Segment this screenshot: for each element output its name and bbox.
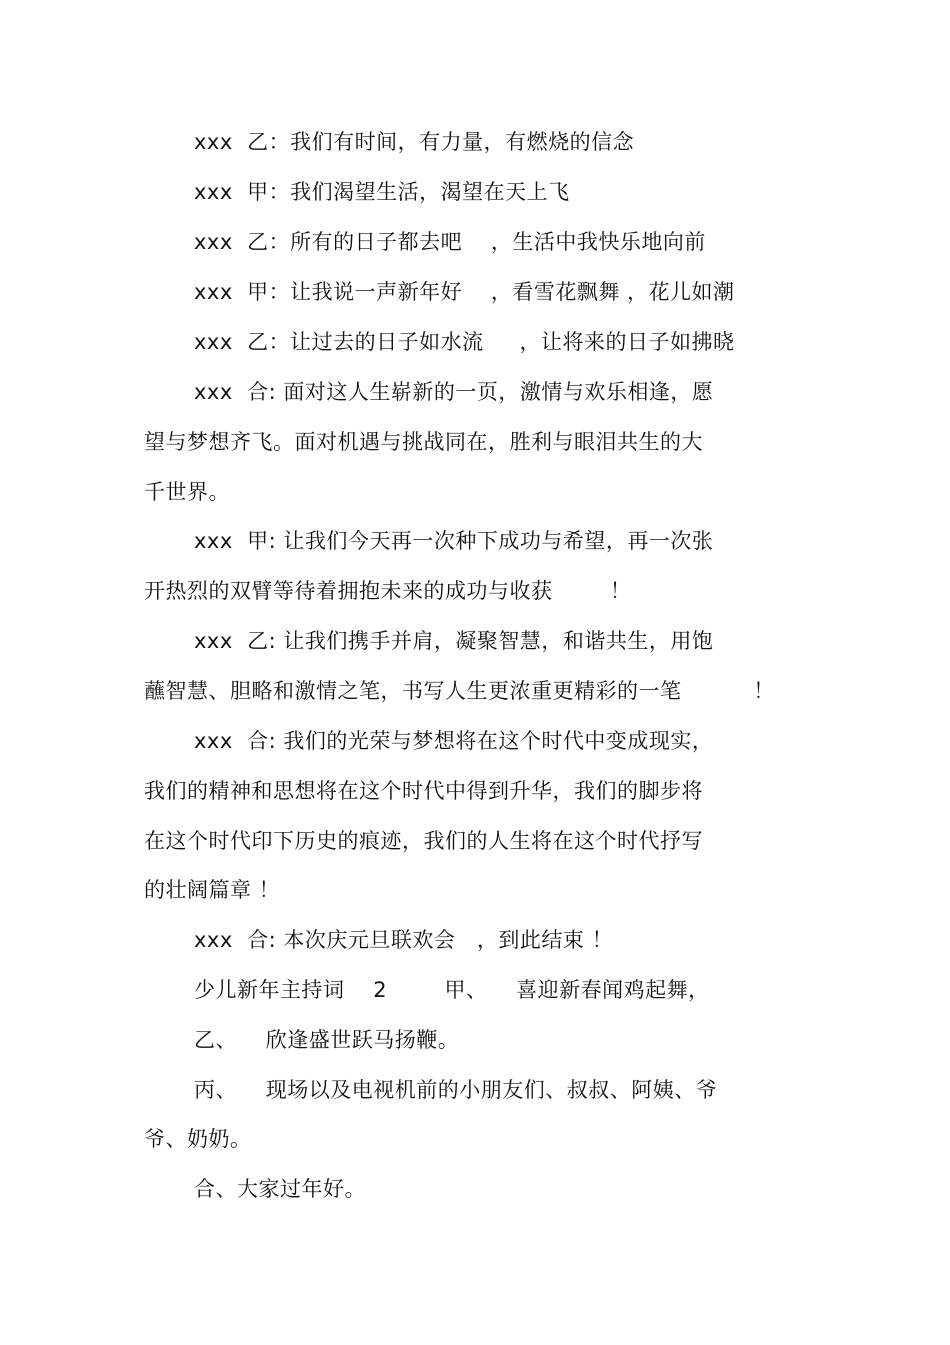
script-line: xxx 乙：我们有时间，有力量，有燃烧的信念 bbox=[194, 130, 635, 154]
script-line: 丙、 现场以及电视机前的小朋友们、叔叔、阿姨、爷 bbox=[194, 1078, 718, 1102]
script-line: xxx 甲：让我说一声新年好 ，看雪花飘舞 ，花儿如潮 bbox=[194, 280, 735, 304]
script-line: xxx 甲: 让我们今天再一次种下成功与希望，再一次张 bbox=[194, 529, 714, 553]
script-line: xxx 甲：我们渴望生活，渴望在天上飞 bbox=[194, 180, 570, 204]
script-line: 乙、 欣逢盛世跃马扬鞭。 bbox=[194, 1028, 460, 1052]
script-line: 开热烈的双臂等待着拥抱未来的成功与收获 ！ bbox=[144, 579, 632, 603]
script-line: 我们的精神和思想将在这个时代中得到升华，我们的脚步将 bbox=[144, 779, 703, 803]
script-line: 合、大家过年好。 bbox=[194, 1177, 366, 1201]
script-line: xxx 乙：所有的日子都去吧 ，生活中我快乐地向前 bbox=[194, 230, 706, 254]
script-line: 在这个时代印下历史的痕迹，我们的人生将在这个时代抒写 bbox=[144, 829, 703, 853]
script-line: xxx 乙: 让我们携手并肩，凝聚智慧，和谐共生，用饱 bbox=[194, 629, 714, 653]
script-line: xxx 合: 我们的光荣与梦想将在这个时代中变成现实， bbox=[194, 729, 714, 753]
script-line: 蘸智慧、胆略和激情之笔，书写人生更浓重更精彩的一笔 ！ bbox=[144, 679, 775, 703]
script-line: xxx 合: 本次庆元旦联欢会 ，到此结束 ！ bbox=[194, 928, 614, 952]
script-line: xxx 乙：让过去的日子如水流 ，让将来的日子如拂晓 bbox=[194, 330, 735, 354]
script-line: 爷、奶奶。 bbox=[144, 1127, 252, 1151]
script-line: 千世界。 bbox=[144, 480, 230, 504]
section-heading-line: 少儿新年主持词 2 甲、 喜迎新春闻鸡起舞， bbox=[194, 978, 710, 1002]
script-line: 的壮阔篇章 ！ bbox=[144, 878, 281, 902]
script-line: 望与梦想齐飞。面对机遇与挑战同在，胜利与眼泪共生的大 bbox=[144, 430, 703, 454]
script-line: xxx 合: 面对这人生崭新的一页，激情与欢乐相逢，愿 bbox=[194, 380, 714, 404]
